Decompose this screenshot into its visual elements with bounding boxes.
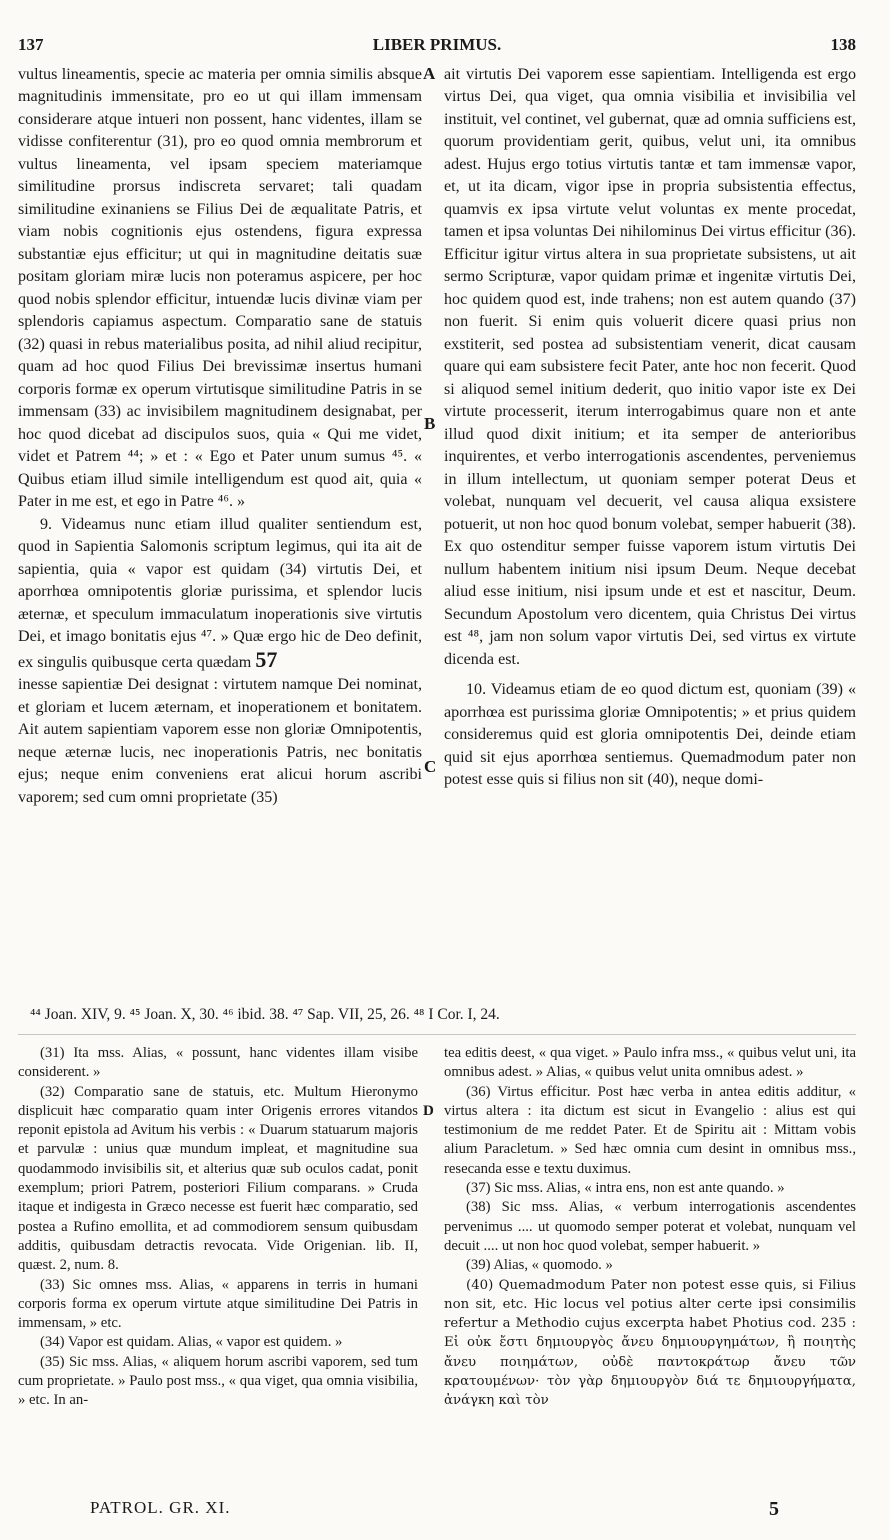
- margin-letter-c: C: [424, 757, 437, 776]
- page-number-left: 137: [18, 35, 44, 54]
- main-text-left-column: [18, 64, 422, 809]
- footnote-36: (36) Virtus efficitur. Post hæc verba in antea editis additur, « virtus altera : ita dictum est sicut in Evangelio : alius est qui testimonium de me reddet Pater. Et de Spiritu ait : Mittam vobis alium Paracletum. » Sed hæc omnia cum desint in omnibus mss., resecanda esse e textu duximus.: [444, 1083, 856, 1177]
- footnote-33: (33) Sic omnes mss. Alias, « apparens in terris in humani corporis forma ex operum virtute atque similitudine Dei Patris in immensam, » etc.: [18, 1276, 418, 1332]
- footnote-35: (35) Sic mss. Alias, « aliquem horum ascribi vaporem, sed tum cum proprietate. » Paulo post mss., « qua viget, qua omnia visibilia, » etc. In an-: [18, 1353, 418, 1409]
- main-left-paragraph-2: [18, 514, 422, 674]
- page-footer: [90, 1498, 780, 1521]
- footnote-40: (40) Quemadmodum Pater non potest esse quis, si Filius non sit, etc. Hic locus vel potius alter certe ipsi consimilis refertur a Methodio cujus excerpta habet Photius cod. 235 : Εἰ οὐκ ἔστι δημιουργὸς ἄνευ δημιουργημάτων, ἢ ποιητὴς ἄνευ ποιημάτων, οὐδὲ παντοκράτωρ ἄνευ τῶν κρατουμένων· τὸν γὰρ δημιουργὸν διά τε δημιουργήματα, ἀνάγκη καὶ τὸν: [444, 1277, 856, 1409]
- footnote-38: (38) Sic mss. Alias, « verbum interrogationis ascendentes pervenimus .... ut quomodo semper poterat et volebat, nunquam vel decuit .... ut non hoc quod volebat, semper habuerit. »: [444, 1199, 856, 1254]
- main-text-right-column: [444, 64, 856, 792]
- scripture-references: ⁴⁴ Joan. XIV, 9. ⁴⁵ Joan. X, 30. ⁴⁶ ibid. 38. ⁴⁷ Sap. VII, 25, 26. ⁴⁸ I Cor. I, 24.: [30, 1006, 500, 1023]
- margin-letter-d: D: [423, 1103, 434, 1119]
- footnote-32: (32) Comparatio sane de statuis, etc. Multum Hieronymo displicuit hæc comparatio quam inter Origenis errores vitandos reponit epistola ad Avitum his verbis : « Duarum statuarum majoris et parvulæ : unius quæ mundum impleat, et magnitudine sua quodammodo invisibilis sit, et alterius quæ sub oculos cadat, ponit exemplum; priori Patrem, posteriori Filium comparans. » Cruda itaque et indigesta in Græco necesse est fuerit hæc comparatio, sed postea a Rufino emollita, et ad commodiorem sensum quibusdam additis, quibusdam detractis revocata. Vide Origenian. lib. II, quæst. 2, num. 8.: [18, 1083, 418, 1274]
- margin-letter-b: B: [424, 414, 436, 433]
- column-number: 57: [255, 646, 278, 672]
- main-right-paragraph-2: 10. Videamus etiam de eo quod dictum est, quoniam (39) « aporrhœa est purissima gloriæ Omnipotentis; » et prius quidem consideremus quid est gloria omnipotentis Dei, deinde etiam quid sit ejus aporrhœa sentiemus. Quemadmodum pater non potest esse quis si filius non sit (40), neque domi-: [444, 681, 856, 789]
- main-right-paragraph-1: ait virtutis Dei vaporem esse sapientiam. Intelligenda est ergo virtus Dei, qua viget, qua omnia visibilia et invisibilia vel instituit, vel continet, vel gubernat, quæ ad omnia sufficiens est, quorum providentiam gerit, quibus, velut uni, ita omnibus adest. Hujus ergo totius virtutis tantæ et tam immensæ vapor, et, ut ita dicam, vigor ipse in propria subsistentia effectus, quamvis ex ipsa virtute velut voluntas ex mente procedat, tamen et ipsa voluntas Dei nihilominus Dei virtus efficitur (36). Efficitur igitur virtus altera in sua proprietate subsistens, ut ait sermo Scripturæ, vapor quidam primæ et ingenitæ virtutis Dei, hoc quidem quod est, inde trahens; non est autem quando (37) non fuerit. Si enim quis voluerit dicere quasi prius non exstiterit, sed postea ad subsistentiam venerit, dicat causam quare qui eam subsistere fecit Pater, ante hoc non fecerit. Quod si aliquod semel initium dederit, quo initio vapor iste ex Dei virtute processerit, iterum interrogabimus quare non et ante illud quod dixit initium; et ita semper de anterioribus inquirentes, et verbo interrogationis ascendentes, perveniemus in illum intellectum, ut quoniam semper poterat Deus et volebat, nunquam vel decuerit, vel causa aliqua exsistere potuerit, ut non hoc quod bonum volebat, semper habuerit (38). Ex quo ostenditur semper fuisse vaporem istum virtutis Dei nullum habentem initium nisi ipsum Deum. Neque decebat aliud esse initium, nisi ipsum unde et est et nascitur, Deum. Secundum Apostolum vero dicentem, quia Christus Dei virtus est ⁴⁸, jam non solum vapor virtutis Dei, sed virtus ex virtute dicenda est.: [444, 66, 856, 668]
- footnote-35-continued: tea editis deest, « qua viget. » Paulo infra mss., « quibus velut uni, ita omnibus adest. » Alias, « quibus velut unita omnibus adest. »: [444, 1045, 856, 1081]
- main-left-paragraph-2-text: 9. Videamus nunc etiam illud qualiter sentiendum est, quod in Sapientia Salomonis scriptum legimus, qui ita ait de sapientia, quia « vapor est quidam (34) virtutis Dei, et aporrhœa omnipotentis gloriæ purissima, et splendor lucis æternæ, et speculum immaculatum inoperationis sive virtutis Dei, et imago bonitatis ejus ⁴⁷. » Quæ ergo hic de Deo definit, ex singulis quibusque certa quædam: [18, 515, 422, 671]
- series-imprint: PATROL. GR. XI.: [90, 1498, 231, 1517]
- footnotes-right-column: [444, 1044, 856, 1411]
- running-title: LIBER PRIMUS.: [372, 35, 502, 54]
- running-header: [18, 34, 856, 56]
- footnote-31: (31) Ita mss. Alias, « possunt, hanc videntes illam visibe considerent. »: [18, 1045, 418, 1081]
- printer-signature-mark: 5: [769, 1498, 780, 1520]
- margin-letter-a: A: [423, 64, 436, 83]
- main-left-paragraph-3: inesse sapientiæ Dei designat : virtutem namque Dei nominat, et gloriam et lucem æternam, et inoperationem et bonitatem. Ait autem sapientiam vaporem esse non gloriæ Omnipotentis, neque æternæ lucis, nec inoperationis Patris, nec bonitatis ejus; neque enim conveniens erat alicui horum ascribi vaporem; sed cum omni proprietate (35): [18, 676, 422, 806]
- footnote-divider: [18, 1034, 856, 1035]
- main-left-paragraph-1: vultus lineamentis, specie ac materia per omnia similis absque magnitudinis immensitate, pro eo ut qui illam immensam considerare atque intueri non possent, hanc videntes, illam se vidisse confiterentur (31), pro eo quod omnia membrorum et vultus lineamenta, vel ipsam speciem materiamque similitudine prorsus indiscreta servaret; tali quadam similitudine exinaniens se Filius Dei de æqualitate Patris, et viam nobis cognitionis ejus ostendens, figura expressa substantiæ ejus efficitur; ut qui in magnitudine deitatis suæ positam gloriam miræ lucis non poteramus aspicere, per hoc quod nobis splendor efficitur, intuendæ lucis divinæ viam per splendoris capiamus aspectum. Comparatio sane de statuis (32) quasi in rebus materialibus posita, ad nihil aliud recipitur, quam ad hoc quod Filius Dei brevissimæ insertus humani corporis formæ ex operum virtutisque similitudine Patris in se immensam (33) ac invisibilem magnitudinem designabat, per hoc quod dicebat ad discipulos suos, quia « Qui me videt, videt et Patrem ⁴⁴; » et : « Ego et Pater unum sumus ⁴⁵. « Quibus etiam illud simile intelligendum est quod ait, quia « Pater in me est, et ego in Patre ⁴⁶. »: [18, 66, 422, 511]
- footnotes-left-column: [18, 1044, 418, 1411]
- page-number-right: 138: [830, 35, 856, 54]
- footnote-39: (39) Alias, « quomodo. »: [466, 1257, 613, 1274]
- footnote-34: (34) Vapor est quidam. Alias, « vapor est quidem. »: [40, 1334, 343, 1351]
- footnote-37: (37) Sic mss. Alias, « intra ens, non est ante quando. »: [466, 1180, 785, 1197]
